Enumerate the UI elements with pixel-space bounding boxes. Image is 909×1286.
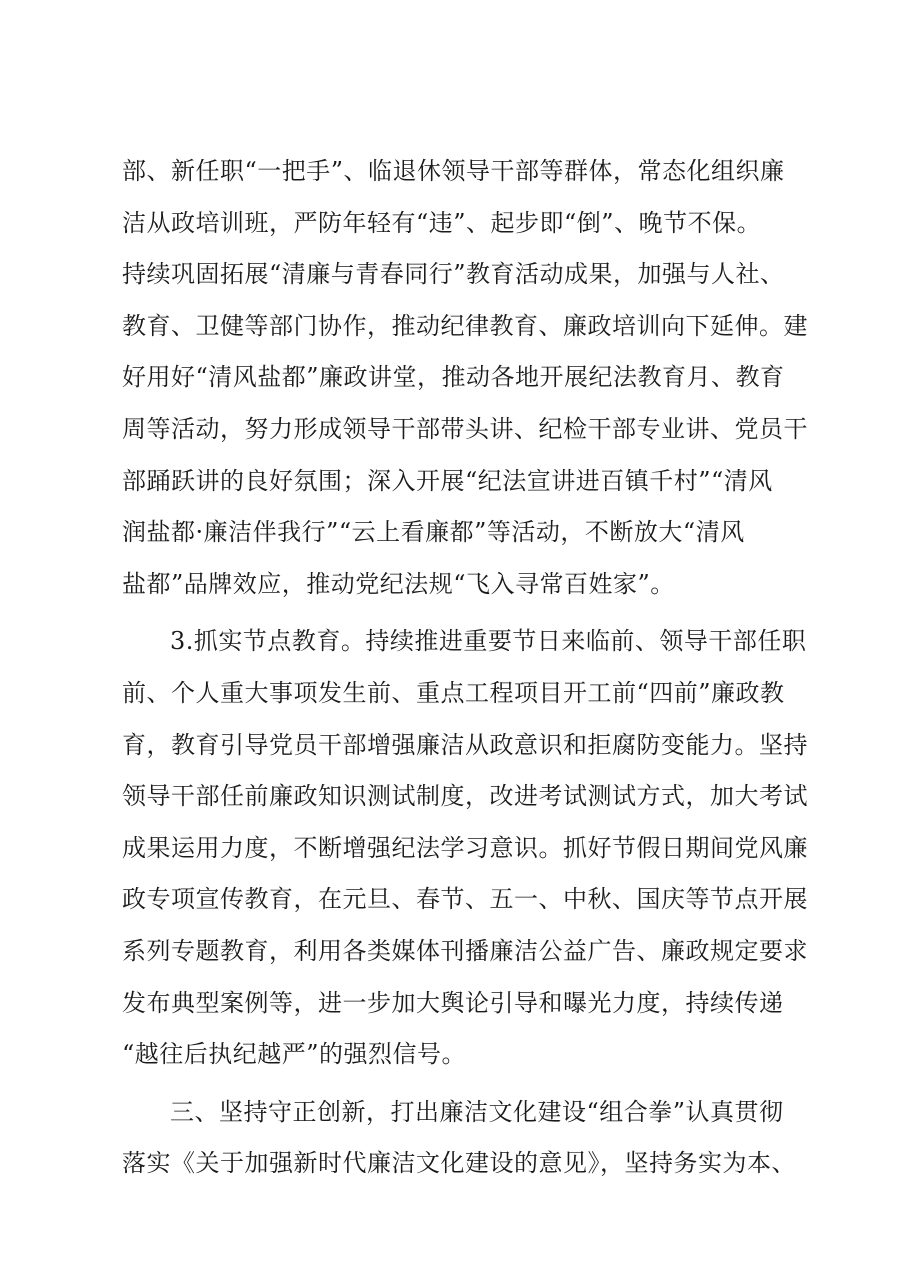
- text-line: 落实《关于加强新时代廉洁文化建设的意见》，坚持务实为本、: [122, 1149, 796, 1178]
- text-line: “越往后执纪越严”的强烈信号。: [122, 1040, 467, 1069]
- paragraph-node-education: [122, 616, 822, 1080]
- text-line: 教育、卫健等部门协作，推动纪律教育、廉政培训向下延伸。建: [122, 311, 808, 340]
- document-body: [122, 146, 822, 1190]
- text-line-first: 三、坚持守正创新，打出廉洁文化建设“组合拳”认真贯彻: [170, 1097, 784, 1126]
- text-line: 系列专题教育，利用各类媒体刊播廉洁公益广告、廉政规定要求: [122, 936, 808, 965]
- text-line: 部、新任职“一把手”、临退休领导干部等群体，常态化组织廉: [122, 157, 785, 185]
- text-line: 政专项宣传教育，在元旦、春节、五一、中秋、国庆等节点开展: [122, 885, 808, 914]
- text-line: 好用好“清风盐都”廉政讲堂，推动各地开展纪法教育月、教育: [122, 363, 785, 392]
- text-line: 育，教育引导党员干部增强廉洁从政意识和拒腐防变能力。坚持: [122, 730, 808, 759]
- text-line: 周等活动，努力形成领导干部带头讲、纪检干部专业讲、党员干: [122, 414, 808, 443]
- paragraph-continuation: [122, 146, 822, 610]
- text-line: 前、个人重大事项发生前、重点工程项目开工前“四前”廉政教: [122, 678, 785, 707]
- text-line: 部踊跃讲的良好氛围；深入开展“纪法宣讲进百镇千村”“清风: [122, 466, 773, 495]
- text-line: 润盐都·廉洁伴我行”“云上看廉都”等活动，不断放大“清风: [122, 518, 745, 547]
- text-line: 成果运用力度，不断增强纪法学习意识。抓好节假日期间党风廉: [122, 833, 808, 862]
- text-line: 持续巩固拓展“清廉与青春同行”教育活动成果，加强与人社、: [122, 260, 785, 289]
- text-line-first: 3.抓实节点教育。持续推进重要节日来临前、领导干部任职: [170, 627, 807, 656]
- text-line: 发布典型案例等，进一步加大舆论引导和曝光力度，持续传递: [122, 988, 784, 1017]
- text-line: 领导干部任前廉政知识测试制度，改进考试测试方式，加大考试: [122, 782, 808, 811]
- paragraph-section-three: [122, 1087, 822, 1190]
- text-line: 盐都”品牌效应，推动党纪法规“飞入寻常百姓家”。: [122, 569, 675, 598]
- text-line: 洁从政培训班，严防年轻有“违”、起步即“倒”、晚节不保。: [122, 208, 762, 237]
